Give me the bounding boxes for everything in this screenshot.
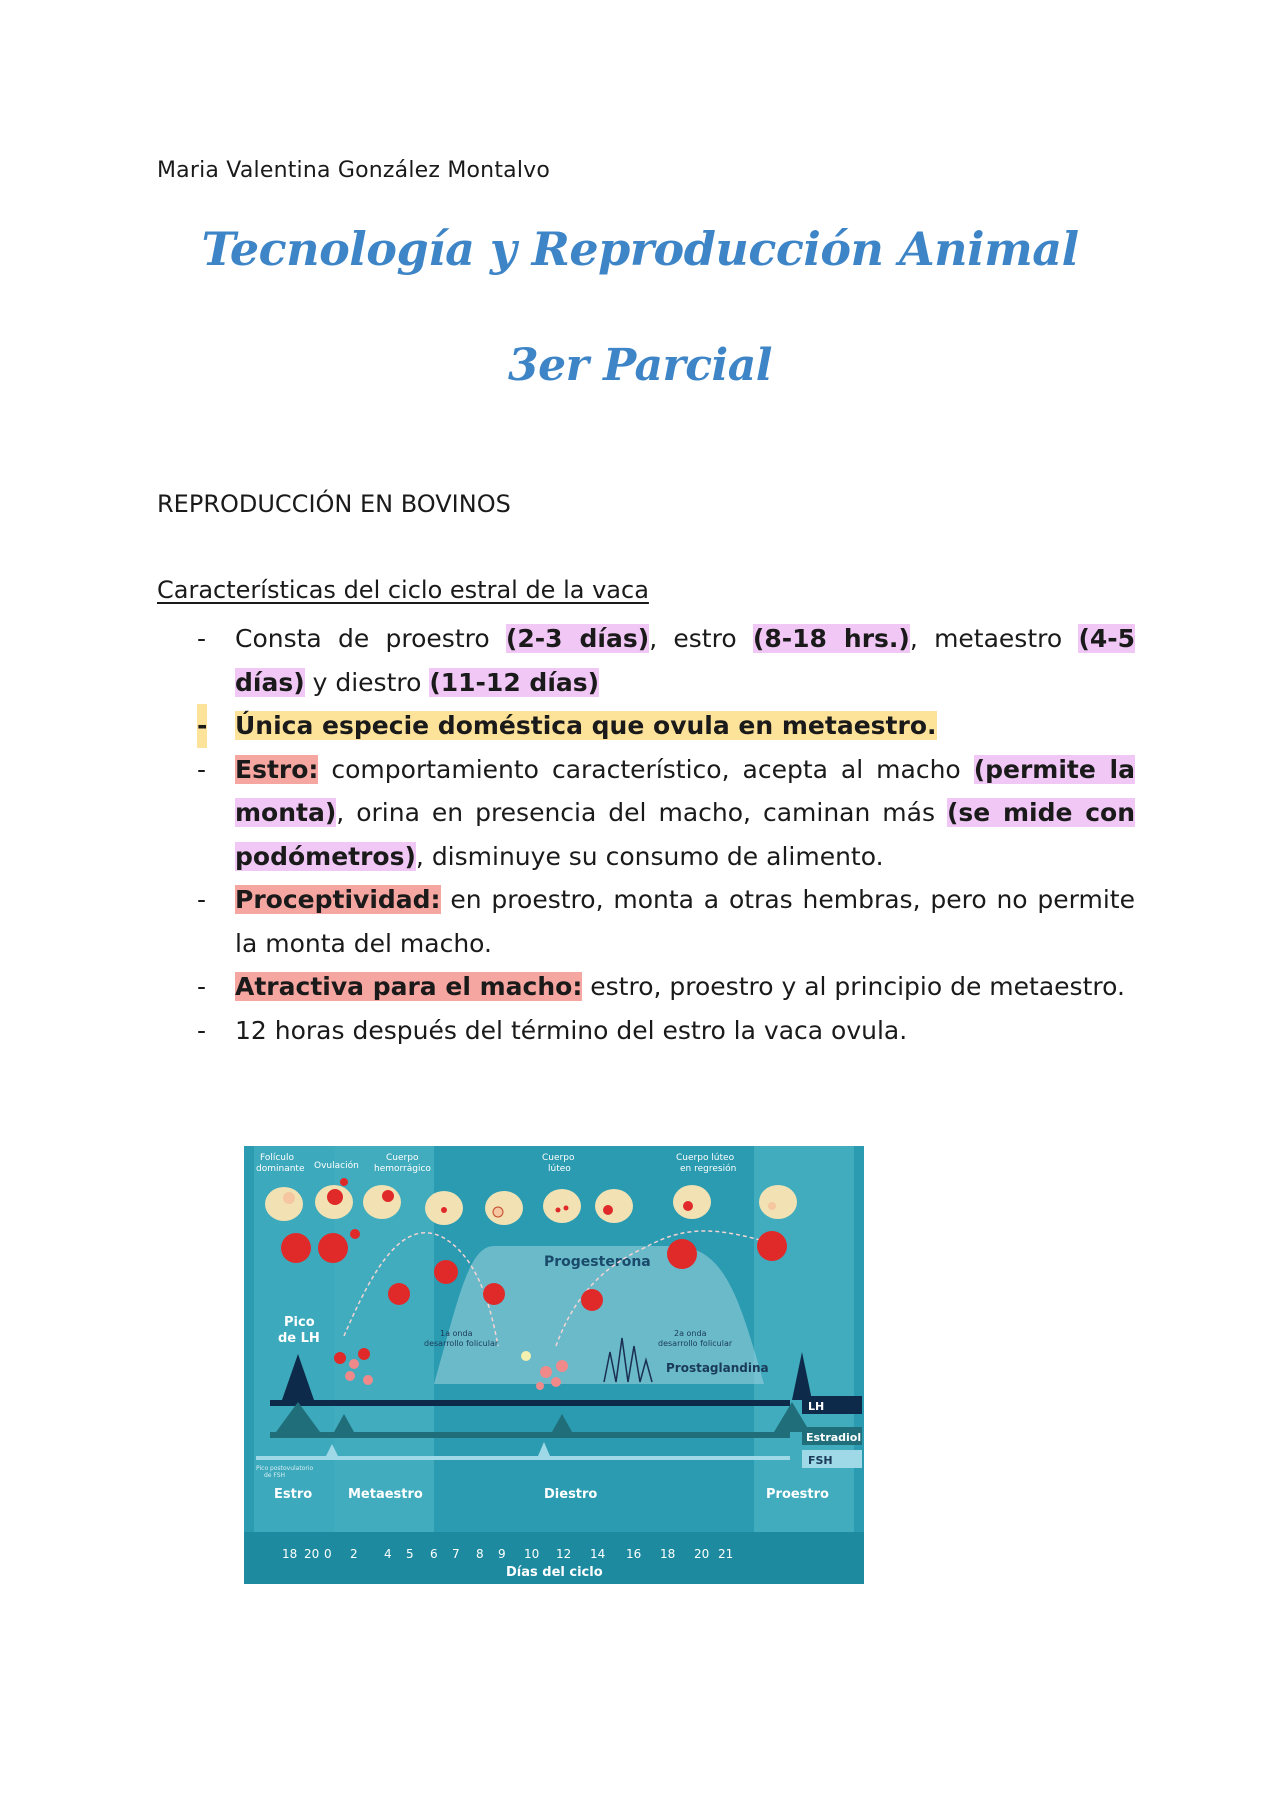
- text: y diestro: [304, 667, 430, 697]
- follicle-dot: [349, 1359, 359, 1369]
- highlight: (11-12 días): [429, 667, 600, 697]
- highlight: Estro:: [235, 754, 319, 784]
- day-tick-label: 8: [476, 1547, 484, 1561]
- day-tick-label: 5: [406, 1547, 414, 1561]
- day-tick-label: 18: [660, 1547, 676, 1561]
- follicle-dot: [318, 1233, 348, 1263]
- follicle-icon: [340, 1178, 348, 1186]
- label-line: Pico postovulatorio: [256, 1465, 314, 1472]
- bullet-dash: -: [197, 704, 207, 748]
- list-item: [157, 1009, 1135, 1053]
- list-item: [157, 748, 1135, 879]
- section-heading: REPRODUCCIÓN EN BOVINOS: [157, 490, 511, 518]
- label-line: en regresión: [680, 1164, 737, 1174]
- follicle-dot: [581, 1289, 603, 1311]
- text: , orina en presencia del macho, caminan más: [336, 798, 947, 827]
- label-line: Cuerpo: [542, 1153, 575, 1163]
- estradiol-label: Estradiol: [806, 1431, 862, 1444]
- fsh-line: [256, 1456, 790, 1460]
- author-name: Maria Valentina González Montalvo: [157, 158, 551, 183]
- label-cuerpo-regresion: [676, 1153, 736, 1174]
- ovary-icon: [759, 1185, 797, 1219]
- bullet-dash: -: [197, 754, 207, 784]
- progesterone-label: Progesterona: [544, 1254, 651, 1270]
- prostaglandin-label: Prostaglandina: [666, 1361, 769, 1375]
- ovary-icon: [595, 1189, 633, 1223]
- day-tick-label: 20: [304, 1547, 320, 1561]
- phase-diestro: Diestro: [544, 1487, 598, 1502]
- highlight: (8-18 hrs.): [752, 624, 910, 653]
- label-line: 1a onda: [440, 1329, 473, 1338]
- day-tick-label: 21: [718, 1547, 734, 1561]
- follicle-icon: [441, 1207, 447, 1213]
- ovary-icon: [673, 1185, 711, 1219]
- label-line: Pico: [284, 1315, 315, 1330]
- follicle-icon: [556, 1208, 561, 1213]
- label-line: Cuerpo lúteo: [676, 1153, 735, 1163]
- follicle-dot: [556, 1360, 568, 1372]
- text: comportamiento característico, acepta al macho: [318, 754, 974, 784]
- phase-proestro: Proestro: [766, 1487, 829, 1502]
- list-item: [157, 704, 1135, 748]
- text: , metaestro: [909, 624, 1079, 653]
- label-line: hemorrágico: [374, 1164, 431, 1174]
- highlight: Única especie doméstica que ovula en metaestro.: [235, 711, 937, 740]
- day-tick-label: 12: [556, 1547, 572, 1561]
- bullet-dash: -: [197, 624, 207, 653]
- label-line: de LH: [278, 1331, 320, 1346]
- pico-lh-label: [278, 1315, 320, 1346]
- follicle-dot: [757, 1231, 787, 1261]
- day-tick-label: 7: [452, 1547, 460, 1561]
- lh-line: [270, 1400, 790, 1406]
- ovary-icon: [265, 1187, 303, 1221]
- label-line: 2a onda: [674, 1329, 707, 1338]
- phase-metaestro: Metaestro: [348, 1487, 423, 1502]
- highlight: Proceptividad:: [235, 885, 441, 914]
- label-line: lúteo: [548, 1164, 571, 1174]
- fsh-label: FSH: [808, 1454, 833, 1467]
- follicle-dot: [350, 1229, 360, 1239]
- follicle-dot: [521, 1351, 531, 1361]
- label-line: Cuerpo: [386, 1153, 419, 1163]
- x-axis-label: Días del ciclo: [506, 1565, 603, 1580]
- text: estro, proestro y al principio de metaestro.: [582, 972, 1125, 1001]
- follicle-dot: [434, 1260, 458, 1284]
- day-tick-label: 2: [350, 1547, 358, 1561]
- follicle-dot: [667, 1239, 697, 1269]
- label-line: dominante: [256, 1164, 305, 1174]
- estrous-cycle-diagram: [244, 1146, 864, 1584]
- follicle-dot: [345, 1371, 355, 1381]
- highlight: (4-5 días): [235, 624, 1136, 697]
- follicle-dot: [540, 1366, 552, 1378]
- day-tick-label: 6: [430, 1547, 438, 1561]
- day-tick-label: 4: [384, 1547, 392, 1561]
- bullet-dash: -: [197, 1015, 207, 1045]
- label-line: desarrollo folicular: [424, 1339, 499, 1348]
- document-subtitle: 3er Parcial: [508, 340, 772, 391]
- follicle-icon: [493, 1207, 503, 1217]
- day-tick-label: 9: [498, 1547, 506, 1561]
- follicle-dot: [551, 1377, 561, 1387]
- label-line: de FSH: [264, 1472, 286, 1479]
- follicle-dot: [358, 1348, 370, 1360]
- day-tick-label: 18: [282, 1547, 298, 1561]
- text: , disminuye su consumo de alimento.: [415, 841, 884, 871]
- list-item: [157, 617, 1135, 704]
- label-ovulacion: Ovulación: [314, 1161, 359, 1171]
- text: 12 horas después del término del estro la vaca ovula.: [235, 1015, 908, 1045]
- subsection-heading: Características del ciclo estral de la vaca: [157, 576, 649, 604]
- follicle-dot: [536, 1382, 544, 1390]
- follicle-dot: [388, 1283, 410, 1305]
- follicle-dot: [483, 1283, 505, 1305]
- ovary-icon: [543, 1189, 581, 1223]
- day-tick-label: 10: [524, 1547, 540, 1561]
- follicle-dot: [363, 1375, 373, 1385]
- follicle-icon: [283, 1192, 295, 1204]
- list-item: [157, 965, 1135, 1009]
- lh-label: LH: [808, 1400, 825, 1413]
- day-tick-label: 16: [626, 1547, 642, 1561]
- ovary-icon: [485, 1191, 523, 1225]
- ovary-icon: [363, 1185, 401, 1219]
- follicle-icon: [768, 1202, 776, 1210]
- text: , estro: [649, 624, 753, 653]
- estradiol-line: [270, 1432, 790, 1438]
- document-title: Tecnología y Reproducción Animal: [201, 222, 1079, 276]
- bullet-dash: -: [197, 972, 207, 1001]
- phase-estro: Estro: [274, 1487, 313, 1502]
- highlight: (2-3 días): [505, 624, 650, 653]
- highlight: (permite la monta): [235, 754, 1135, 827]
- day-tick-label: 20: [694, 1547, 710, 1561]
- follicle-icon: [603, 1205, 613, 1215]
- highlight: Atractiva para el macho:: [235, 972, 583, 1001]
- text: en proestro, monta a otras hembras, pero no permite la monta del macho.: [235, 885, 1135, 958]
- label-line: Folículo: [260, 1153, 295, 1163]
- follicle-icon: [564, 1206, 569, 1211]
- list-item: [157, 878, 1135, 965]
- day-tick-label: 0: [324, 1547, 332, 1561]
- follicle-icon: [382, 1190, 394, 1202]
- label-line: desarrollo folicular: [658, 1339, 733, 1348]
- bullet-list: [157, 617, 1135, 1052]
- follicle-dot: [281, 1233, 311, 1263]
- estrous-cycle-figure: [244, 1146, 864, 1584]
- follicle-dot: [334, 1352, 346, 1364]
- text: Consta de proestro: [235, 624, 506, 653]
- day-tick-label: 14: [590, 1547, 606, 1561]
- bullet-dash: -: [197, 885, 207, 914]
- follicle-icon: [683, 1201, 693, 1211]
- follicle-icon: [327, 1189, 343, 1205]
- highlight: (se mide con podómetros): [235, 798, 1135, 871]
